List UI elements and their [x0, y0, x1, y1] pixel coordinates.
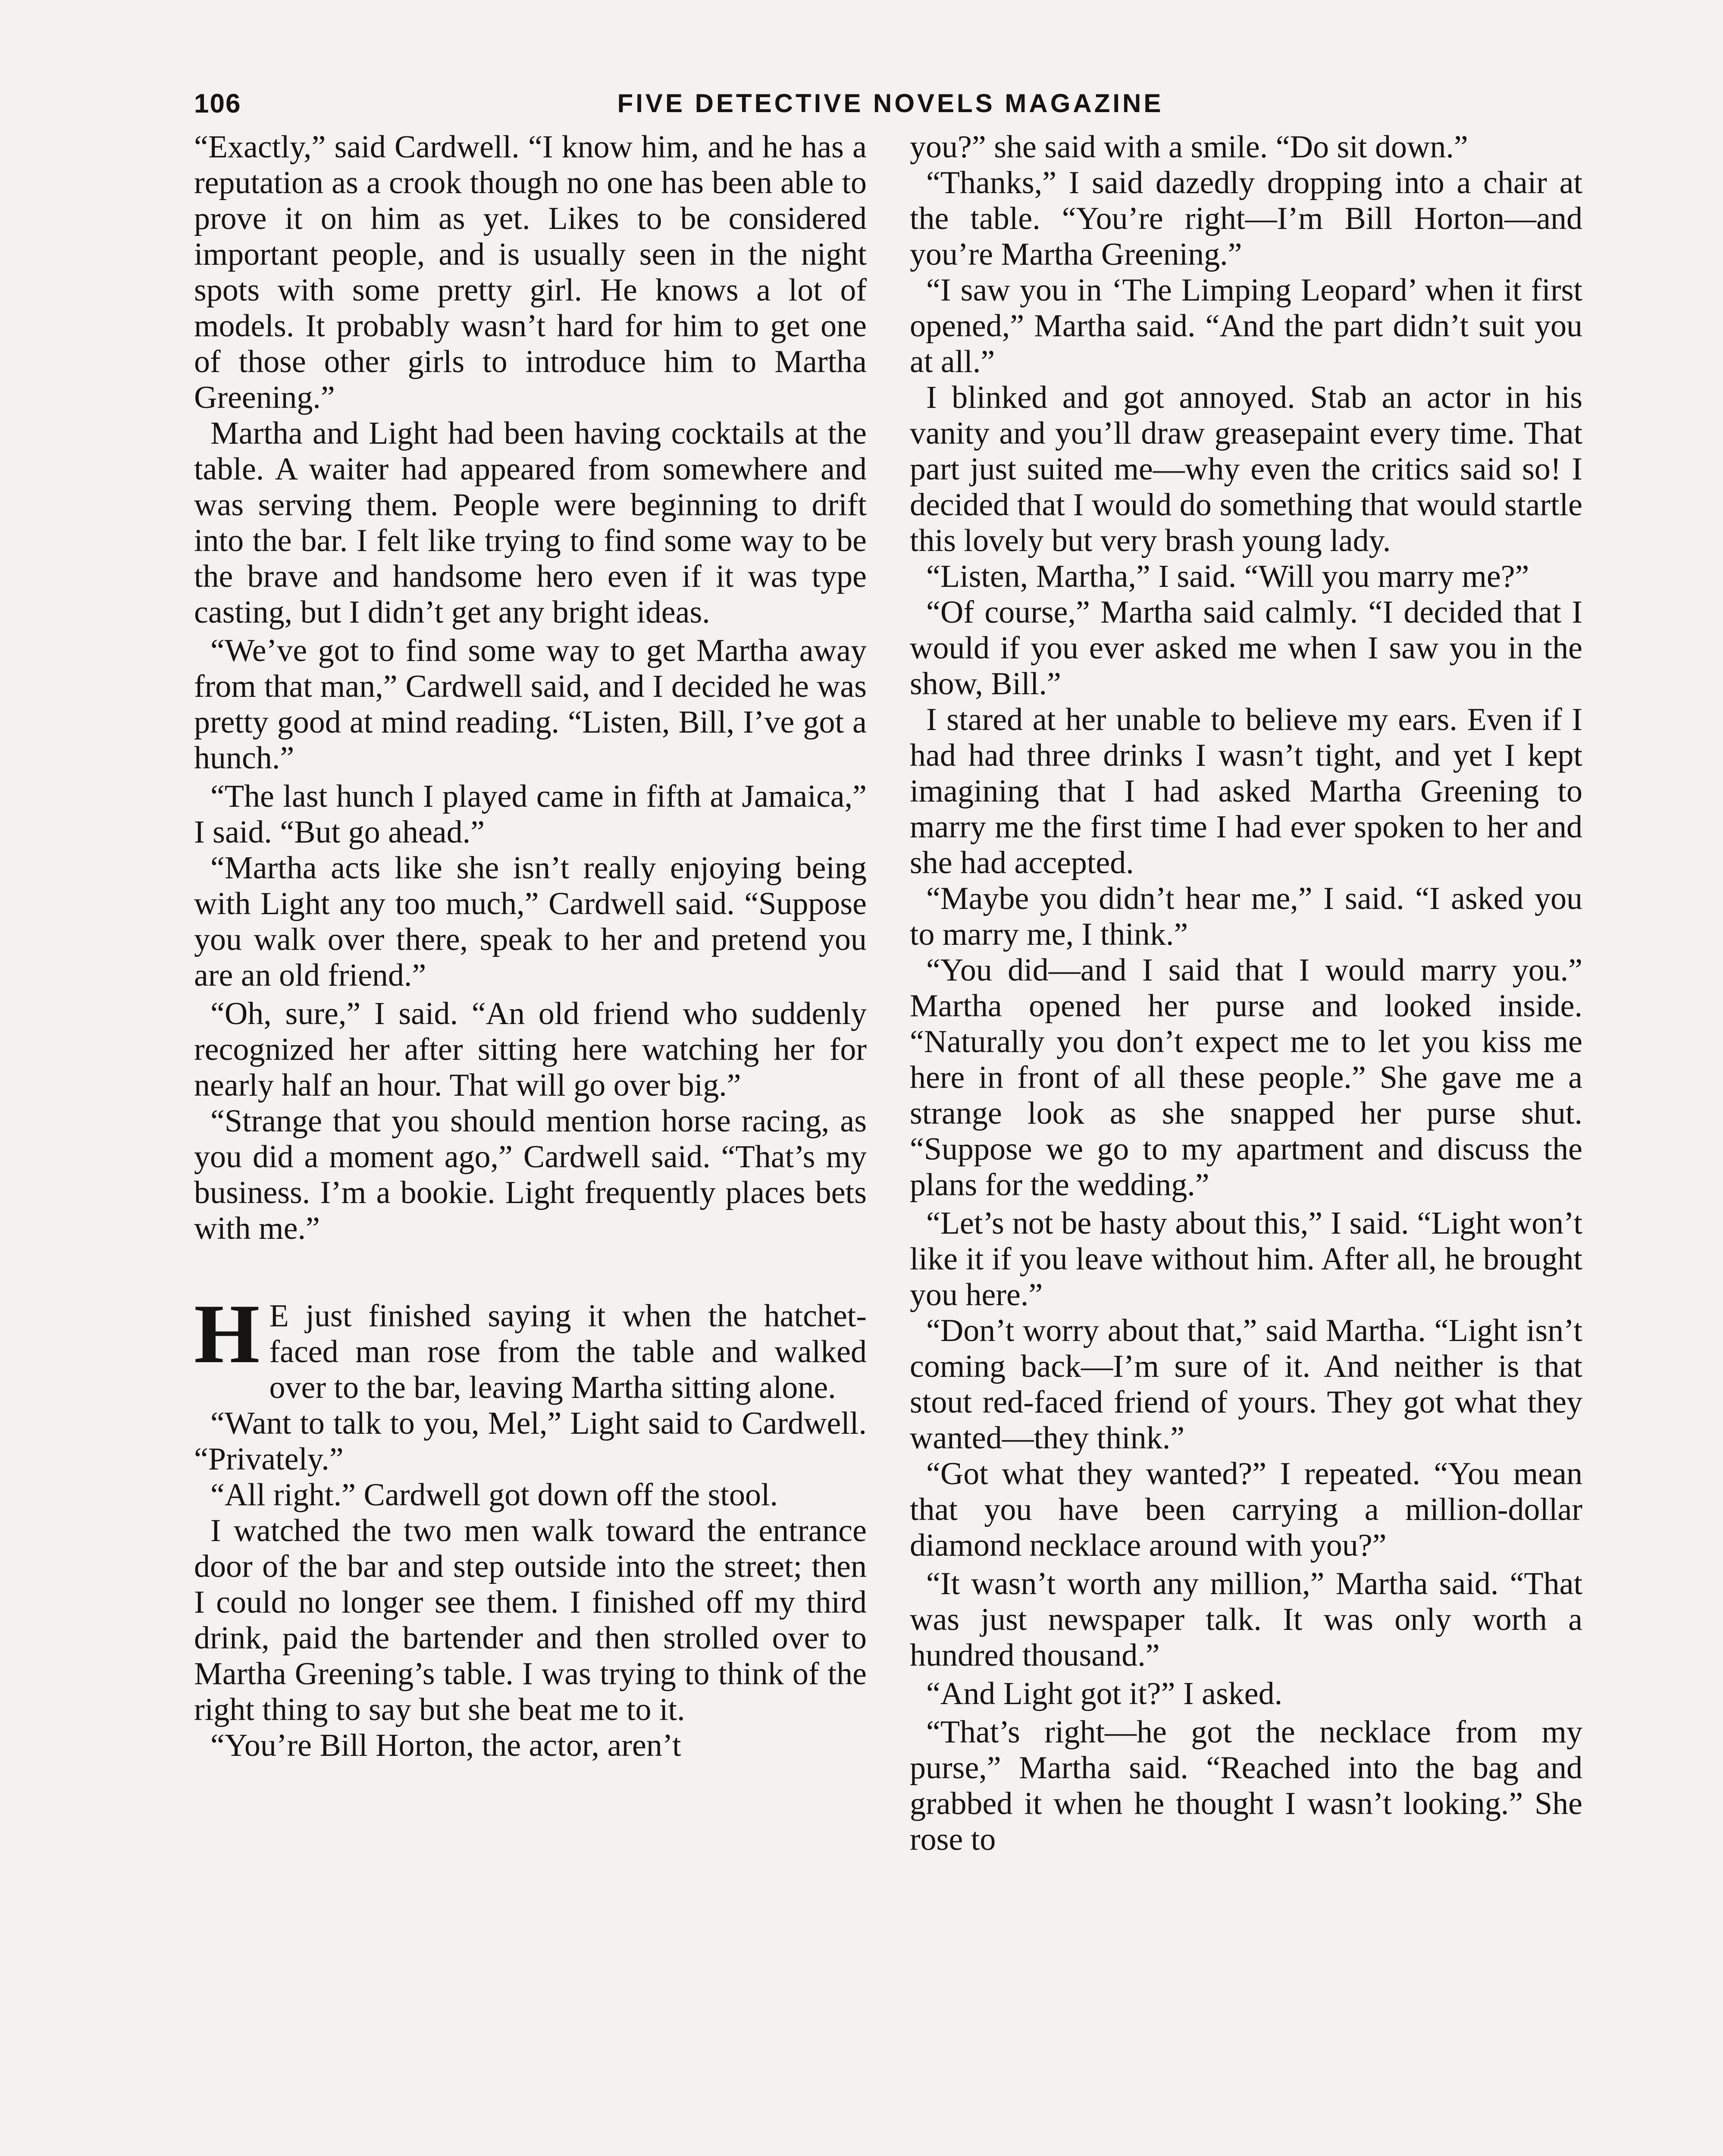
paragraph: I stared at her unable to believe my ears. Even if I had had three drinks I wasn’t tight, and yet I kept imagining that I had asked Martha Greening to marry me the first time I had ever spoken to her and she had accepted.: [910, 702, 1582, 881]
running-head-title: FIVE DETECTIVE NOVELS MAGAZINE: [617, 89, 1164, 118]
section-opening-paragraph: [194, 1287, 867, 1406]
paragraph: “Listen, Martha,” I said. “Will you marry me?”: [926, 559, 1529, 594]
paragraph: “All right.” Cardwell got down off the stool.: [210, 1477, 778, 1513]
paragraph: I watched the two men walk toward the entrance door of the bar and step outside into the street; then I could no longer see them. I finished off my third drink, paid the bartender and then strolled over to Martha Greening’s table. I was trying to think of the right thing to say but she beat me to it.: [194, 1513, 867, 1727]
section-opening-text: E just finished saying it when the hatchet-faced man rose from the table and walked over to the bar, leaving Martha sitting alone.: [269, 1298, 867, 1405]
paragraph: “Exactly,” said Cardwell. “I know him, and he has a reputation as a crook though no one has been able to prove it on him as yet. Likes to be considered important people, and is usually seen in the night spots with some pretty girl. He knows a lot of models. It probably wasn’t hard for him to get one of those other girls to introduce him to Martha Greening.”: [194, 129, 867, 415]
page-number: 106: [194, 89, 241, 119]
paragraph: “Oh, sure,” I said. “An old friend who suddenly recognized her after sitting here watching her for nearly half an hour. That will go over big.”: [194, 996, 867, 1103]
paragraph: “Want to talk to you, Mel,” Light said to Cardwell. “Privately.”: [194, 1406, 867, 1477]
paragraph: “You did—and I said that I would marry you.” Martha opened her purse and looked inside. “Naturally you don’t expect me to let you kiss me here in front of all these people.” She gave me a strange look as she snapped her purse shut. “Suppose we go to my apartment and discuss the plans for the wedding.”: [910, 953, 1582, 1203]
paragraph: Martha and Light had been having cocktails at the table. A waiter had appeared from somewhere and was serving them. People were beginning to drift into the bar. I felt like trying to find some way to be the brave and handsome hero even if it was type casting, but I didn’t get any bright ideas.: [194, 416, 867, 630]
paragraph: “Strange that you should mention horse racing, as you did a moment ago,” Cardwell said. “That’s my business. I’m a bookie. Light frequently places bets with me.”: [194, 1103, 867, 1246]
paragraph: “Don’t worry about that,” said Martha. “Light isn’t coming back—I’m sure of it. And neither is that stout red-faced friend of yours. They got what they wanted—they think.”: [910, 1313, 1582, 1456]
paragraph: “We’ve got to find some way to get Martha away from that man,” Cardwell said, and I decided he was pretty good at mind reading. “Listen, Bill, I’ve got a hunch.”: [194, 633, 867, 776]
paragraph: “The last hunch I played came in fifth at Jamaica,” I said. “But go ahead.”: [194, 779, 867, 850]
drop-cap: H: [194, 1287, 260, 1381]
paragraph: “Maybe you didn’t hear me,” I said. “I asked you to marry me, I think.”: [910, 881, 1582, 952]
text-column-left: [194, 129, 867, 1764]
paragraph: “It wasn’t worth any million,” Martha said. “That was just newspaper talk. It was only worth a hundred thousand.”: [910, 1566, 1582, 1673]
paragraph: “Of course,” Martha said calmly. “I decided that I would if you ever asked me when I saw you in the show, Bill.”: [910, 595, 1582, 702]
paragraph: “Thanks,” I said dazedly dropping into a chair at the table. “You’re right—I’m Bill Horton—and you’re Martha Greening.”: [910, 165, 1582, 272]
paragraph: “Martha acts like she isn’t really enjoying being with Light any too much,” Cardwell said. “Suppose you walk over there, speak to her and pretend you are an old friend.”: [194, 850, 867, 993]
paragraph: “I saw you in ‘The Limping Leopard’ when it first opened,” Martha said. “And the part didn’t suit you at all.”: [910, 273, 1582, 379]
paragraph: “And Light got it?” I asked.: [926, 1676, 1283, 1711]
paragraph: “You’re Bill Horton, the actor, aren’t: [210, 1728, 681, 1763]
text-column-right: [910, 129, 1582, 1858]
paragraph-continued: you?” she said with a smile. “Do sit down.”: [910, 129, 1468, 165]
paragraph: “Got what they wanted?” I repeated. “You mean that you have been carrying a million-dollar diamond necklace around with you?”: [910, 1456, 1582, 1563]
paragraph: “Let’s not be hasty about this,” I said. “Light won’t like it if you leave without him. After all, he brought you here.”: [910, 1206, 1582, 1313]
paragraph: “That’s right—he got the necklace from my purse,” Martha said. “Reached into the bag and grabbed it when he thought I wasn’t looking.” She rose to: [910, 1714, 1582, 1857]
paragraph: I blinked and got annoyed. Stab an actor in his vanity and you’ll draw greasepaint every time. That part just suited me—why even the critics said so! I decided that I would do something that would startle this lovely but very brash young lady.: [910, 380, 1582, 558]
